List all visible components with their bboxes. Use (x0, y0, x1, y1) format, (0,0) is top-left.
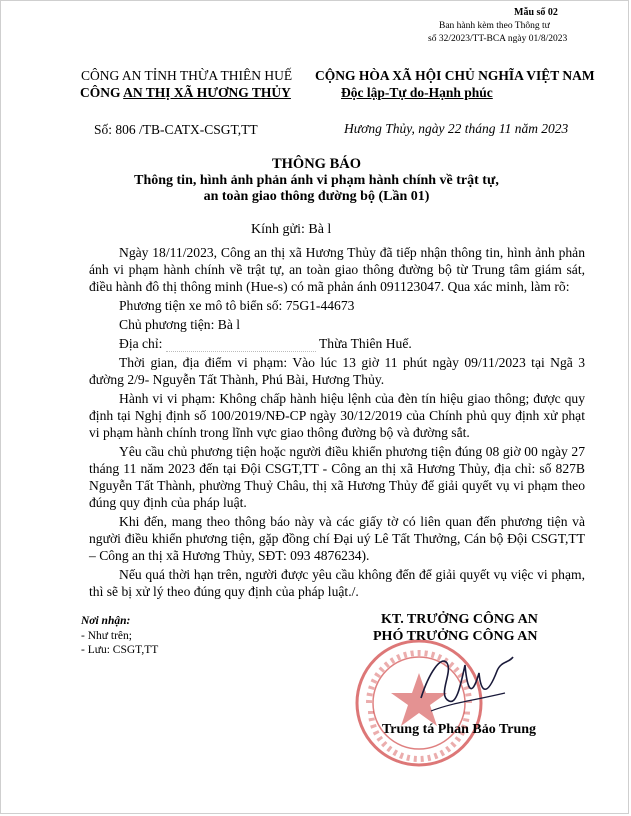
form-note-line2: số 32/2023/TT-BCA ngày 01/8/2023 (428, 34, 568, 44)
signer-name: Trung tá Phan Bảo Trung (382, 722, 537, 737)
country-name: CỘNG HÒA XÃ HỘI CHỦ NGHĨA VIỆT NAM (315, 68, 595, 83)
document-date: Hương Thủy, ngày 22 tháng 11 năm 2023 (344, 121, 569, 136)
recipient-item: - Lưu: CSGT,TT (81, 644, 159, 656)
handwritten-signature (401, 643, 531, 723)
recipients-title: Nơi nhận: (81, 615, 131, 627)
signature-title-line2: PHÓ TRƯỞNG CÔNG AN (373, 629, 538, 644)
vehicle-owner: Chủ phương tiện: Bà l (119, 317, 241, 332)
document-subtitle-line1: Thông tin, hình ảnh phản ánh vi phạm hành chính về trật tự, (134, 173, 499, 188)
violation-time-place: Thời gian, địa điểm vi phạm: Vào lúc 13 giờ 11 phút ngày 09/11/2023 tại Ngã 3 đường 2/9- Nguyễn Tất Thành, Phú Bài, Hương Thủy. (89, 355, 585, 387)
summons-request: Yêu cầu chủ phương tiện hoặc người điều khiển phương tiện đúng 08 giờ 00 ngày 27 tháng 11 năm 2023 đến tại Đội CSGT,TT - Công an thị xã Hương Thủy, địa chỉ: số 827B Nguyễn Tất Thành, phường Thuỷ Châu, thị xã Hương Thủy để giải quyết vụ vi phạm theo đúng quy định của pháp luật. (89, 444, 585, 510)
form-note-line1: Ban hành kèm theo Thông tư (439, 21, 550, 31)
agency-parent: CÔNG AN TỈNH THỪA THIÊN HUẾ (81, 68, 293, 83)
owner-address: Địa chỉ: Thừa Thiên Huế. (119, 336, 412, 351)
greeting: Kính gửi: Bà l (251, 222, 332, 237)
national-motto: Độc lập-Tự do-Hạnh phúc (341, 85, 493, 100)
agency-name: CÔNG AN THỊ XÃ HƯƠNG THỦY (80, 85, 291, 100)
recipient-item: - Như trên; (81, 630, 132, 642)
document-body (89, 244, 585, 600)
form-number: Mẫu số 02 (514, 7, 558, 18)
deadline-warning: Nếu quá thời hạn trên, người được yêu cầu không đến để giải quyết vụ việc vi phạm, thì sẽ bị xử lý theo đúng quy định của pháp luật./. (89, 567, 585, 599)
violation-behavior: Hành vi vi phạm: Không chấp hành hiệu lệnh của đèn tín hiệu giao thông; được quy định tại Nghị định số 100/2019/NĐ-CP ngày 30/12/2019 của Chính phủ quy định xử phạt vi phạm hành chính trong lĩnh vực giao thông đường bộ và đường sắt. (89, 391, 585, 440)
document-number: Số: 806 /TB-CATX-CSGT,TT (94, 122, 258, 137)
paragraph-intro: Ngày 18/11/2023, Công an thị xã Hương Thủy đã tiếp nhận thông tin, hình ảnh phản ánh vi phạm hành chính về trật tự, an toàn giao thông đường bộ từ Trung tâm giám sát, điều hành đô thị thông minh (Hue-s) có mã phản ánh 091123047. Qua xác minh, làm rõ: (89, 245, 585, 294)
document-subtitle-line2: an toàn giao thông đường bộ (Lần 01) (203, 189, 430, 204)
signature-title-line1: KT. TRƯỞNG CÔNG AN (381, 612, 538, 627)
document-title: THÔNG BÁO (271, 156, 362, 172)
vehicle-plate: Phương tiện xe mô tô biển số: 75G1-44673 (119, 298, 355, 313)
required-documents: Khi đến, mang theo thông báo này và các giấy tờ có liên quan đến phương tiện và người điều khiển phương tiện, gặp đồng chí Đại uý Lê Tất Thưởng, Cán bộ Đội CSGT,TT – Công an thị xã Hương Thủy, SĐT: 093 4876234). (89, 514, 585, 563)
redacted-address (166, 338, 316, 352)
